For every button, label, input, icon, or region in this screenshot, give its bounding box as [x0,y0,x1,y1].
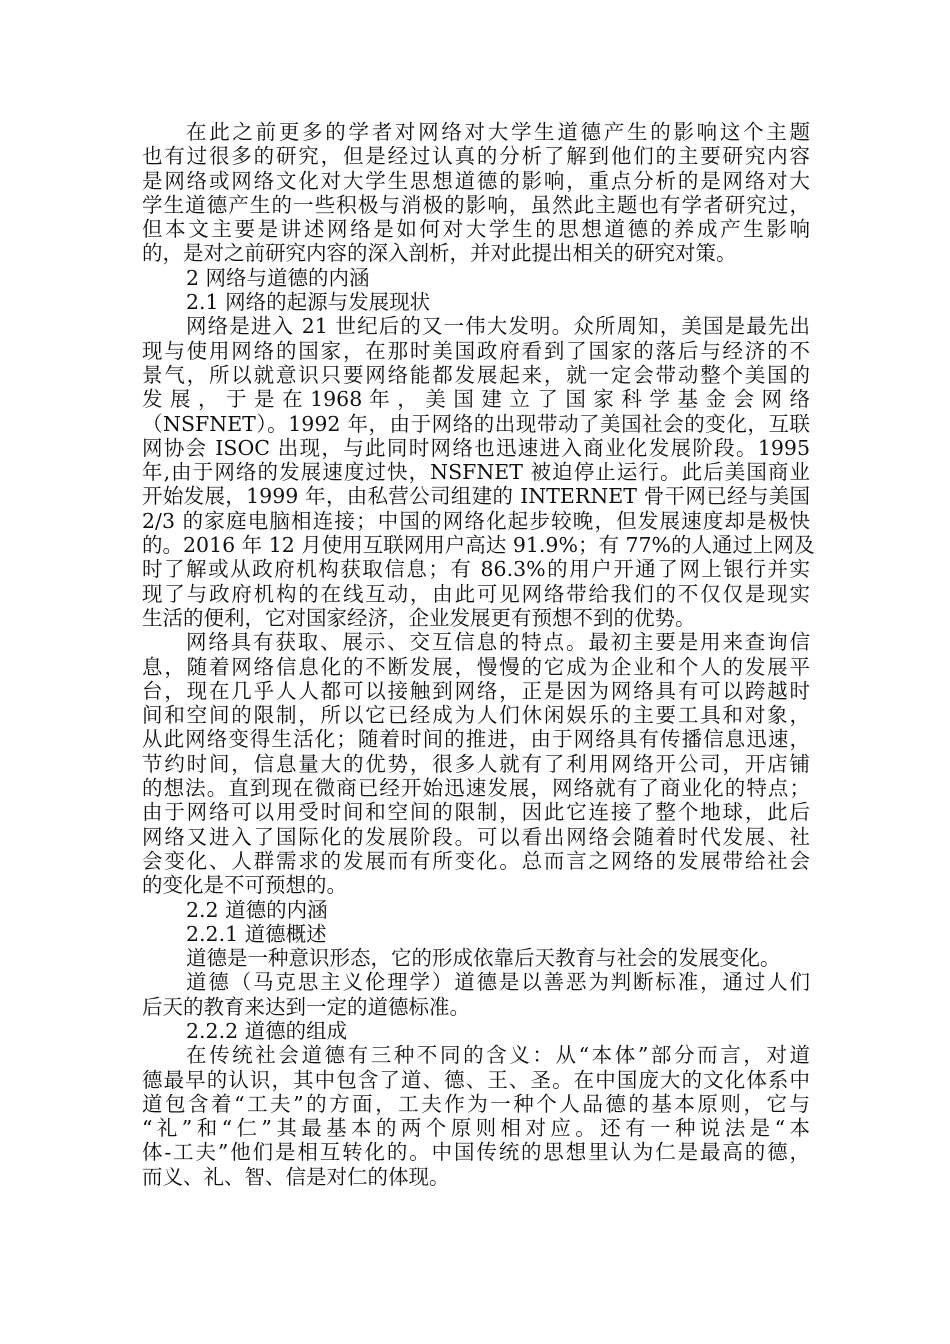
paragraph-line: 道包含着“工夫”的方面，工夫作为一种个人品德的基本原则，它与 [142,1091,810,1116]
paragraph [142,946,810,970]
section-heading: 2 网络与道德的内涵 [186,265,370,290]
paragraph-line: 是网络或网络文化对大学生思想道德的影响，重点分析的是网络对大 [142,168,810,193]
paragraph-line: 息，随着网络信息化的不断发展，慢慢的它成为企业和个人的发展平 [142,654,810,679]
paragraph-line: 道德（马克思主义伦理学）道德是以善恶为判断标准，通过人们 [186,970,810,995]
paragraph-line: 德最早的认识，其中包含了道、德、王、圣。在中国庞大的文化体系中 [142,1067,810,1092]
paragraph-line: 的。2016 年 12 月使用互联网用户高达 91.9%；有 77%的人通过上网及 [142,533,815,558]
paragraph-line: 由于网络可以用受时间和空间的限制，因此它连接了整个地球，此后 [142,800,810,825]
paragraph-line: 的变化是不可预想的。 [142,873,347,898]
section-heading: 2.2.2 道德的组成 [186,1018,348,1043]
paragraph-line: （NSFNET）。1992 年，由于网络的出现带动了美国社会的变化，互联 [142,411,810,436]
paragraph-line: 间和空间的限制，所以它已经成为人们休闲娱乐的主要工具和对象， [142,703,810,728]
paragraph-line: 但本文主要是讲述网络是如何对大学生的思想道德的养成产生影响 [142,217,810,242]
paragraph-line: 网协会 ISOC 出现，与此同时网络也迅速进入商业化发展阶段。1995 [142,435,810,460]
paragraph-line: 节约时间，信息量大的优势，很多人就有了利用网络开公司，开店铺 [142,751,810,776]
paragraph [142,314,815,630]
paragraph-line: 生活的便利，它对国家经济，企业发展更有预想不到的优势。 [142,605,696,630]
paragraph-line: “礼”和“仁”其最基本的两个原则相对应。还有一种说法是“本 [142,1116,810,1141]
paragraph-line: 也有过很多的研究，但是经过认真的分析了解到他们的主要研究内容 [142,144,810,169]
paragraph [142,1043,810,1189]
paragraph-line: 台，现在几乎人人都可以接触到网络，正是因为网络具有可以跨越时 [142,678,810,703]
paragraph-line: 在传统社会道德有三种不同的含义：从“本体”部分而言，对道 [186,1043,810,1068]
section-heading: 2.1 网络的起源与发展现状 [186,290,431,315]
section-heading: 2.2.1 道德概述 [186,921,327,946]
paragraph [142,120,810,266]
paragraph-line: 会变化、人群需求的发展而有所变化。总而言之网络的发展带给社会 [142,848,810,873]
paragraph-line: 网络又进入了国际化的发展阶段。可以看出网络会随着时代发展、社 [142,824,810,849]
paragraph-line: 从此网络变得生活化；随着时间的推进，由于网络具有传播信息迅速， [142,727,810,752]
paragraph-line: 而义、礼、智、信是对仁的体现。 [142,1164,450,1189]
paragraph-line: 年,由于网络的发展速度过快，NSFNET 被迫停止运行。此后美国商业 [142,460,810,485]
paragraph-line: 现与使用网络的国家，在那时美国政府看到了国家的落后与经济的不 [142,338,810,363]
section-heading: 2.2 道德的内涵 [186,897,328,922]
paragraph-line: 现了与政府机构的在线互动，由此可见网络带给我们的不仅仅是现实 [142,581,810,606]
paragraph [142,630,810,897]
paragraph-line: 在此之前更多的学者对网络对大学生道德产生的影响这个主题 [186,120,810,144]
paragraph-line: 景气，所以就意识只要网络能都发展起来，就一定会带动整个美国的 [142,362,810,387]
paragraph-line: 发 展 ， 于 是 在 1968 年 ， 美 国 建 立 了 国 家 科 学 基 金 会 网 络 [142,387,810,412]
paragraph-line: 开始发展，1999 年，由私营公司组建的 INTERNET 骨干网已经与美国 [142,484,810,509]
paragraph-line: 学生道德产生的一些积极与消极的影响，虽然此主题也有学者研究过， [142,192,810,217]
paragraph-line: 网络具有获取、展示、交互信息的特点。最初主要是用来查询信 [186,630,810,655]
paragraph-line: 的，是对之前研究内容的深入剖析，并对此提出相关的研究对策。 [142,241,737,266]
paragraph-line: 体-工夫”他们是相互转化的。中国传统的思想里认为仁是最高的德， [142,1140,810,1165]
paragraph-line: 2/3 的家庭电脑相连接；中国的网络化起步较晚，但发展速度却是极快 [142,508,810,533]
paragraph-line: 时了解或从政府机构获取信息；有 86.3%的用户开通了网上银行并实 [142,557,810,582]
paragraph-line: 的想法。直到现在微商已经开始迅速发展，网络就有了商业化的特点； [142,776,810,801]
paragraph [142,970,810,1019]
paragraph-line: 道德是一种意识形态，它的形成依靠后天教育与社会的发展变化。 [186,946,781,971]
document-body [142,120,815,1189]
paragraph-line: 后天的教育来达到一定的道德标准。 [142,994,470,1019]
paragraph-line: 网络是进入 21 世纪后的又一伟大发明。众所周知，美国是最先出 [186,314,810,339]
